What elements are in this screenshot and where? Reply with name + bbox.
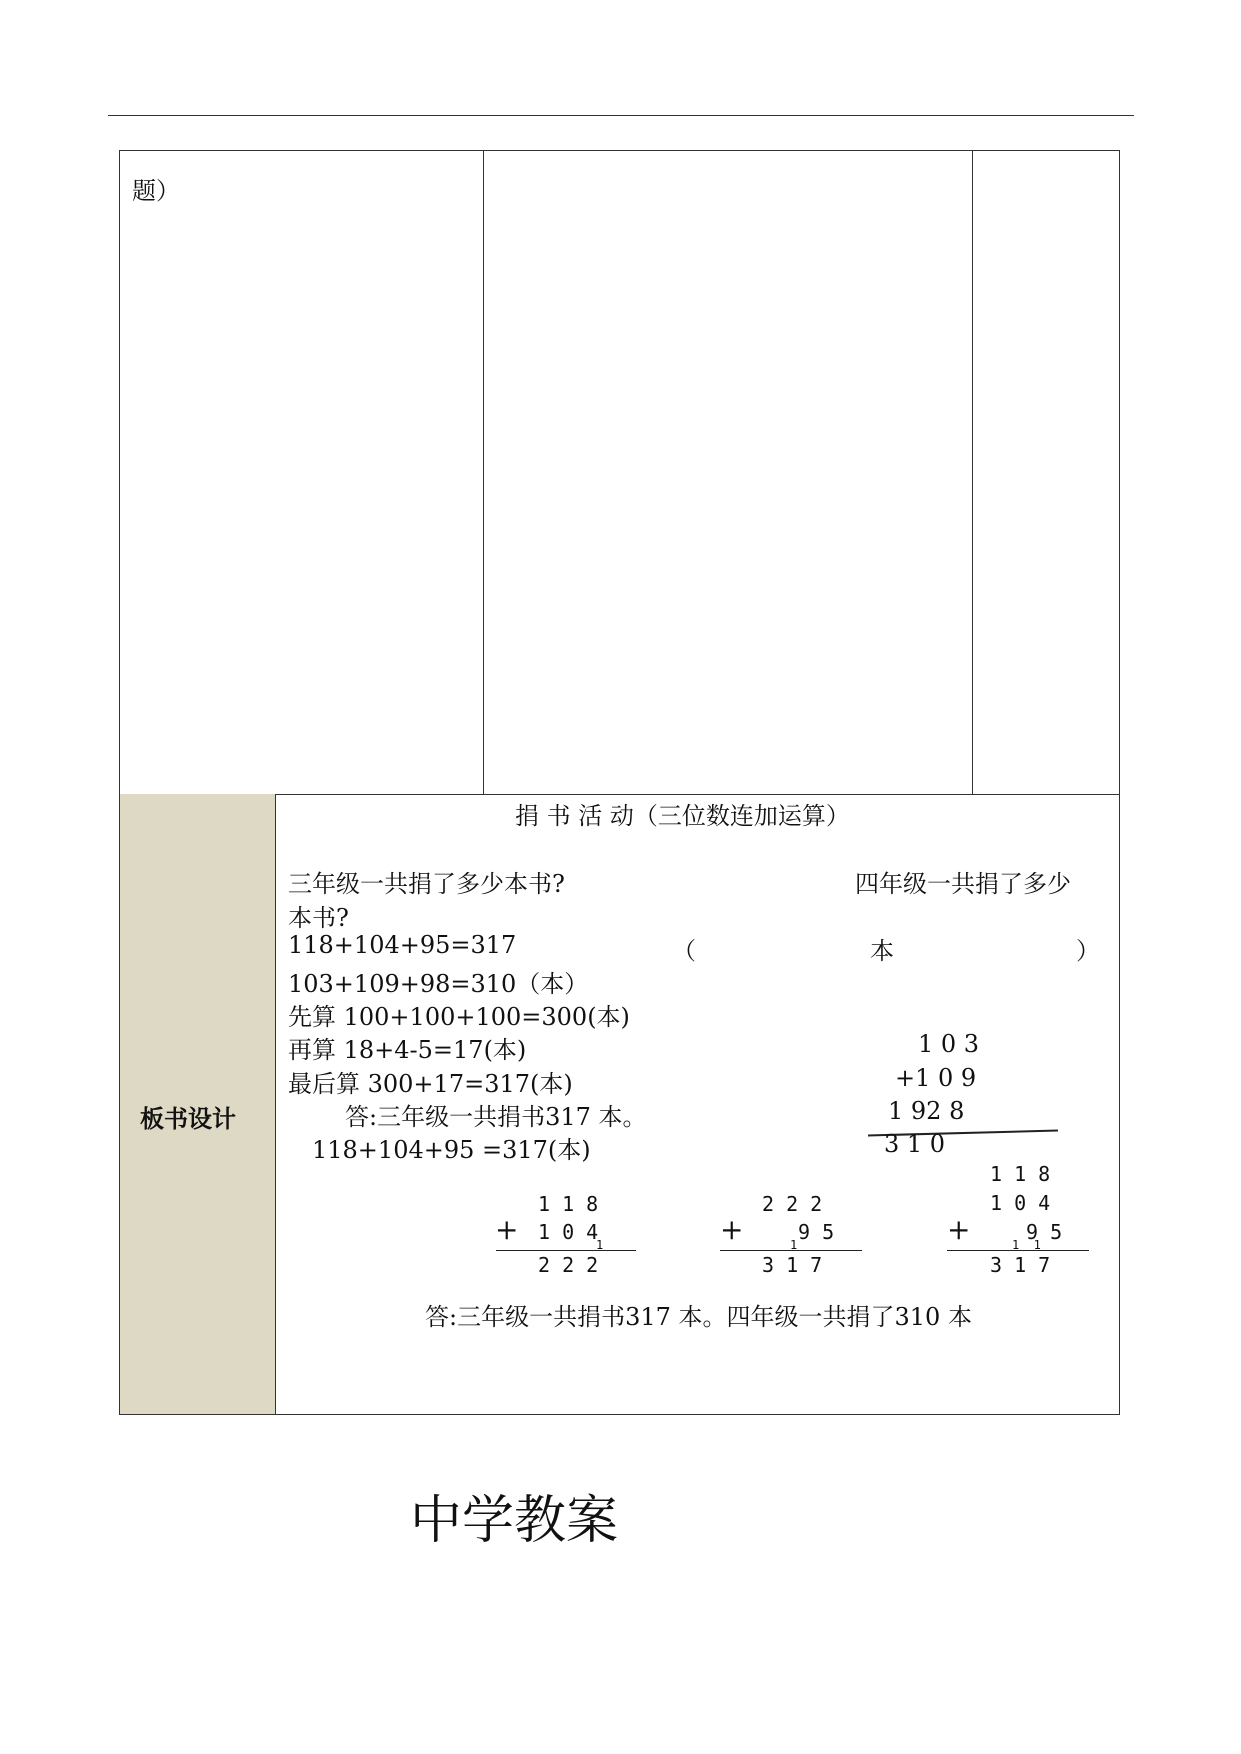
step-3: 最后算 300+17=317(本) [288, 1070, 573, 1098]
step-2: 再算 18+4-5=17(本) [288, 1036, 527, 1064]
paren-close: ） [1076, 937, 1100, 965]
answer-final: 答:三年级一共捐书317 本。四年级一共捐了310 本 [425, 1303, 972, 1331]
paren-unit: 本 [870, 937, 894, 965]
answer-line-1: 答:三年级一共捐书317 本。 [345, 1103, 647, 1131]
equation-1: 118+104+95=317 [288, 931, 517, 959]
calc1-row2: 1 0 4 [538, 1220, 599, 1244]
top-row-divider-1 [483, 151, 484, 794]
calc2-row1: 2 2 2 [762, 1192, 823, 1216]
vert-right-row1: 1 0 3 [918, 1030, 980, 1058]
vert-right-row4: 3 1 0 [884, 1130, 946, 1158]
footer-title: 中学教案 [410, 1491, 619, 1551]
calc3-carry: 1 1 [1012, 1238, 1041, 1252]
board-title: 捐 书 活 动（三位数连加运算） [515, 802, 850, 830]
calc1-rule [496, 1250, 636, 1251]
header-rule [108, 115, 1134, 116]
calc3-operator: + [947, 1213, 971, 1246]
calc2-result: 3 1 7 [762, 1253, 823, 1277]
calc2-operator: + [720, 1213, 744, 1246]
calc2-carry: 1 [790, 1238, 798, 1252]
calc2-row2: 9 5 [798, 1220, 835, 1244]
equation-2: 103+109+98=310（本） [288, 970, 589, 998]
calc3-result: 3 1 7 [990, 1253, 1051, 1277]
question-grade3: 三年级一共捐了多少本书? [288, 870, 565, 898]
paren-open: （ [672, 937, 696, 965]
calc1-carry: 1 [596, 1238, 604, 1252]
equation-repeat: 118+104+95 =317(本) [312, 1136, 591, 1164]
calc2-rule [720, 1250, 862, 1251]
vert-right-row3: 1 92 8 [888, 1097, 965, 1125]
question-grade4-part2: 本书? [288, 904, 349, 932]
label-divider [275, 794, 276, 1414]
calc1-result: 2 2 2 [538, 1253, 599, 1277]
calc3-row1: 1 0 4 [990, 1191, 1051, 1215]
top-row-divider-2 [972, 151, 973, 794]
top-cell-text: 题） [132, 177, 180, 205]
board-design-label: 板书设计 [140, 1105, 236, 1133]
step-1: 先算 100+100+100=300(本) [288, 1003, 630, 1031]
vert-right-row2: +1 0 9 [895, 1064, 977, 1092]
calc3-row0: 1 1 8 [990, 1162, 1051, 1186]
calc1-operator: + [495, 1213, 519, 1246]
calc3-row2: 9 5 [1026, 1220, 1063, 1244]
question-grade4-part1: 四年级一共捐了多少 [855, 870, 1071, 898]
calc1-row1: 1 1 8 [538, 1192, 599, 1216]
calc3-rule [947, 1250, 1089, 1251]
